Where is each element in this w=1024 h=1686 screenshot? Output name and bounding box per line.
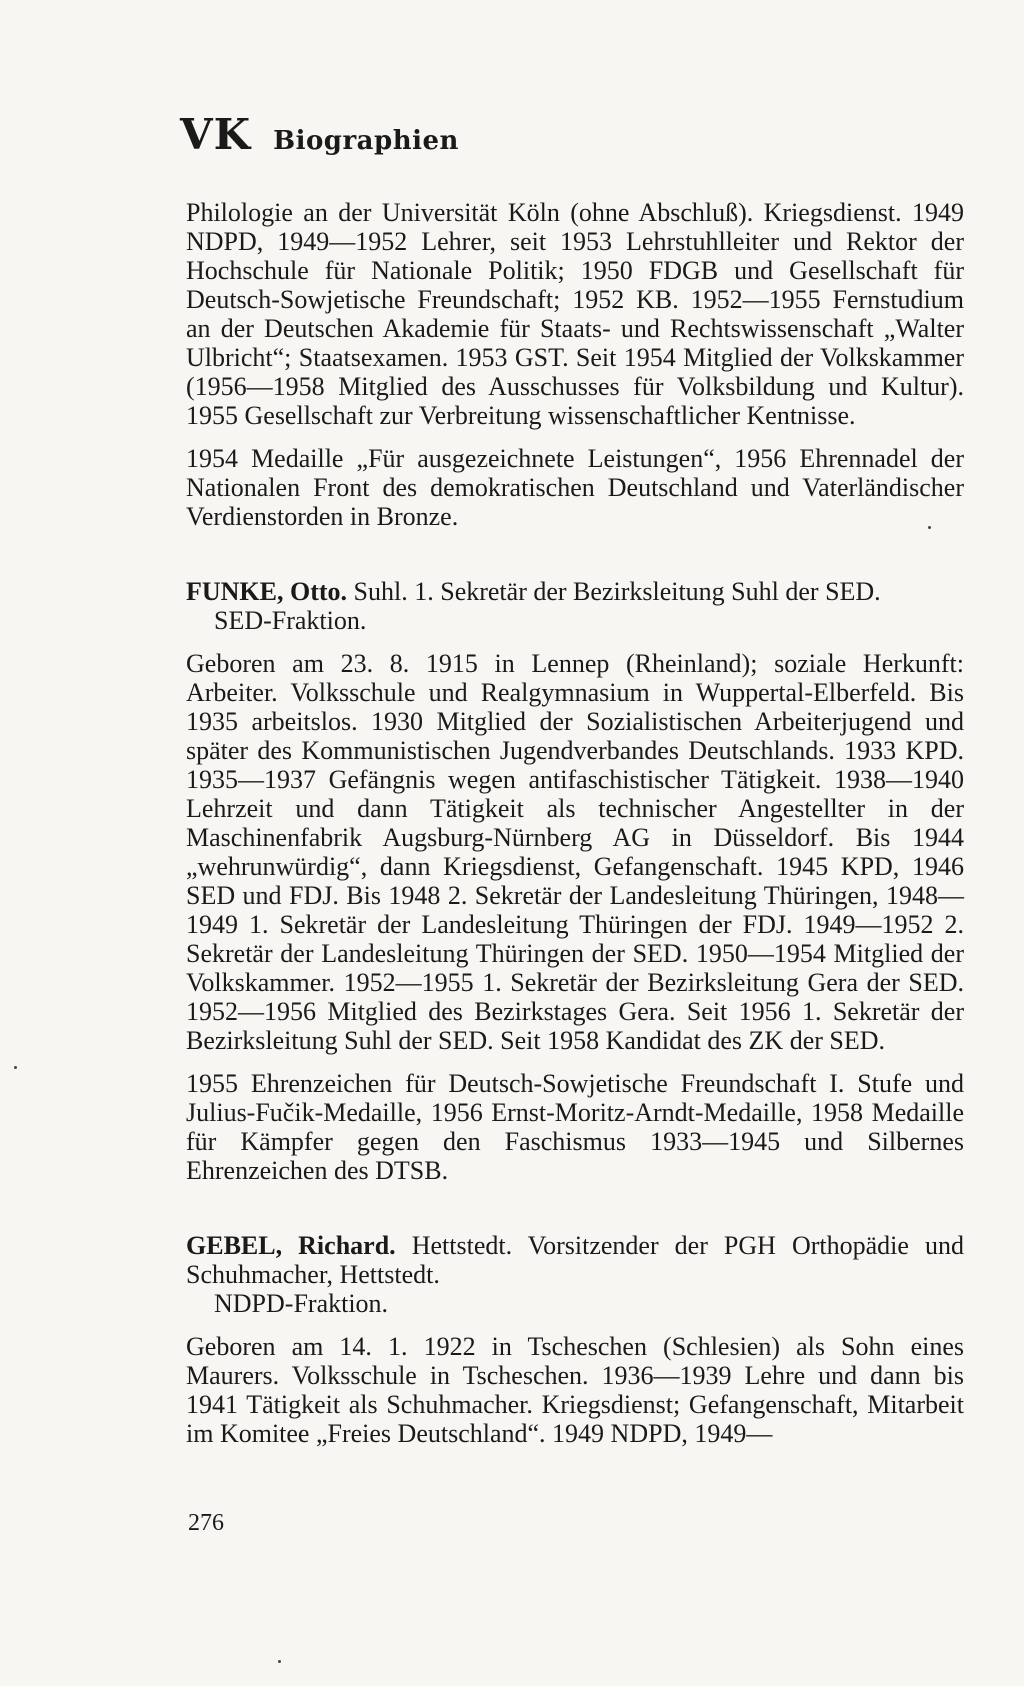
entry-faction: SED-Fraktion. (214, 606, 367, 635)
entry-heading (186, 1231, 964, 1318)
entry-role: Suhl. 1. Sekretär der Bezirksleitung Suhl der SED. (353, 577, 881, 606)
entry-role: Hettstedt. Vorsitzender der PGH Orthopädie und Schuhmacher, Hettstedt. (186, 1231, 965, 1289)
entry-biography: Geboren am 14. 1. 1922 in Tscheschen (Schlesien) als Sohn eines Maurers. Volksschule in Tscheschen. 1936—1939 Lehre und dann bis 1941 Tätigkeit als Schuhmacher. Kriegsdienst; Gefangenschaft, Mitarbeit im Komitee „Freies Deutschland“. 1949 NDPD, 1949— (186, 1332, 964, 1448)
entry-faction: NDPD-Fraktion. (214, 1289, 389, 1318)
running-head (180, 110, 459, 159)
body-text (186, 198, 964, 1462)
print-speck (278, 1660, 281, 1663)
entry-awards: 1955 Ehrenzeichen für Deutsch-Sowjetische Freundschaft I. Stufe und Julius-Fučik-Medaille, 1956 Ernst-Moritz-Arndt-Medaille, 1958 Medaille für Kämpfer gegen den Faschismus 1933—1945 und Silbernes Ehrenzeichen des DTSB. (186, 1069, 964, 1185)
publication-mark: VK (180, 110, 252, 159)
entry-name: FUNKE, Otto. (186, 577, 348, 606)
biography-entry-gebel (186, 1231, 964, 1448)
continuation-awards: 1954 Medaille „Für ausgezeichnete Leistungen“, 1956 Ehrennadel der Nationalen Front des demokratischen Deutschland und Vaterländischer Verdienstorden in Bronze. (186, 444, 964, 531)
entry-name: GEBEL, Richard. (186, 1231, 396, 1260)
print-speck (14, 1066, 17, 1069)
page-number: 276 (188, 1510, 224, 1536)
biography-entry-funke (186, 577, 964, 1185)
entry-biography: Geboren am 23. 8. 1915 in Lennep (Rheinland); soziale Herkunft: Arbeiter. Volksschule und Realgymnasium in Wuppertal-Elberfeld. Bis 1935 arbeitslos. 1930 Mitglied der Sozialistischen Arbeiterjugend und später des Kommunistischen Jugendverbandes Deutschlands. 1933 KPD. 1935—1937 Gefängnis wegen antifaschistischer Tätigkeit. 1938—1940 Lehrzeit und dann Tätigkeit als technischer Angestellter in der Maschinenfabrik Augsburg-Nürnberg AG in Düsseldorf. Bis 1944 „wehrunwürdig“, dann Kriegsdienst, Gefangenschaft. 1945 KPD, 1946 SED und FDJ. Bis 1948 2. Sekretär der Landesleitung Thüringen, 1948—1949 1. Sekretär der Landesleitung Thüringen der FDJ. 1949—1952 2. Sekretär der Landesleitung Thüringen der SED. 1950—1954 Mitglied der Volkskammer. 1952—1955 1. Sekretär der Bezirksleitung Gera der SED. 1952—1956 Mitglied des Bezirkstages Gera. Seit 1956 1. Sekretär der Bezirksleitung Suhl der SED. Seit 1958 Kandidat des ZK der SED. (186, 649, 964, 1055)
entry-heading (186, 577, 964, 635)
print-speck (928, 526, 931, 529)
continuation-paragraph: Philologie an der Universität Köln (ohne Abschluß). Kriegsdienst. 1949 NDPD, 1949—1952 Lehrer, seit 1953 Lehrstuhlleiter und Rektor der Hochschule für Nationale Politik; 1950 FDGB und Gesellschaft für Deutsch-Sowjetische Freundschaft; 1952 KB. 1952—1955 Fernstudium an der Deutschen Akademie für Staats- und Rechtswissenschaft „Walter Ulbricht“; Staatsexamen. 1953 GST. Seit 1954 Mitglied der Volkskammer (1956—1958 Mitglied des Ausschusses für Volksbildung und Kultur). 1955 Gesellschaft zur Verbreitung wissenschaftlicher Kentnisse. (186, 198, 964, 430)
section-title: Biographien (273, 126, 459, 156)
